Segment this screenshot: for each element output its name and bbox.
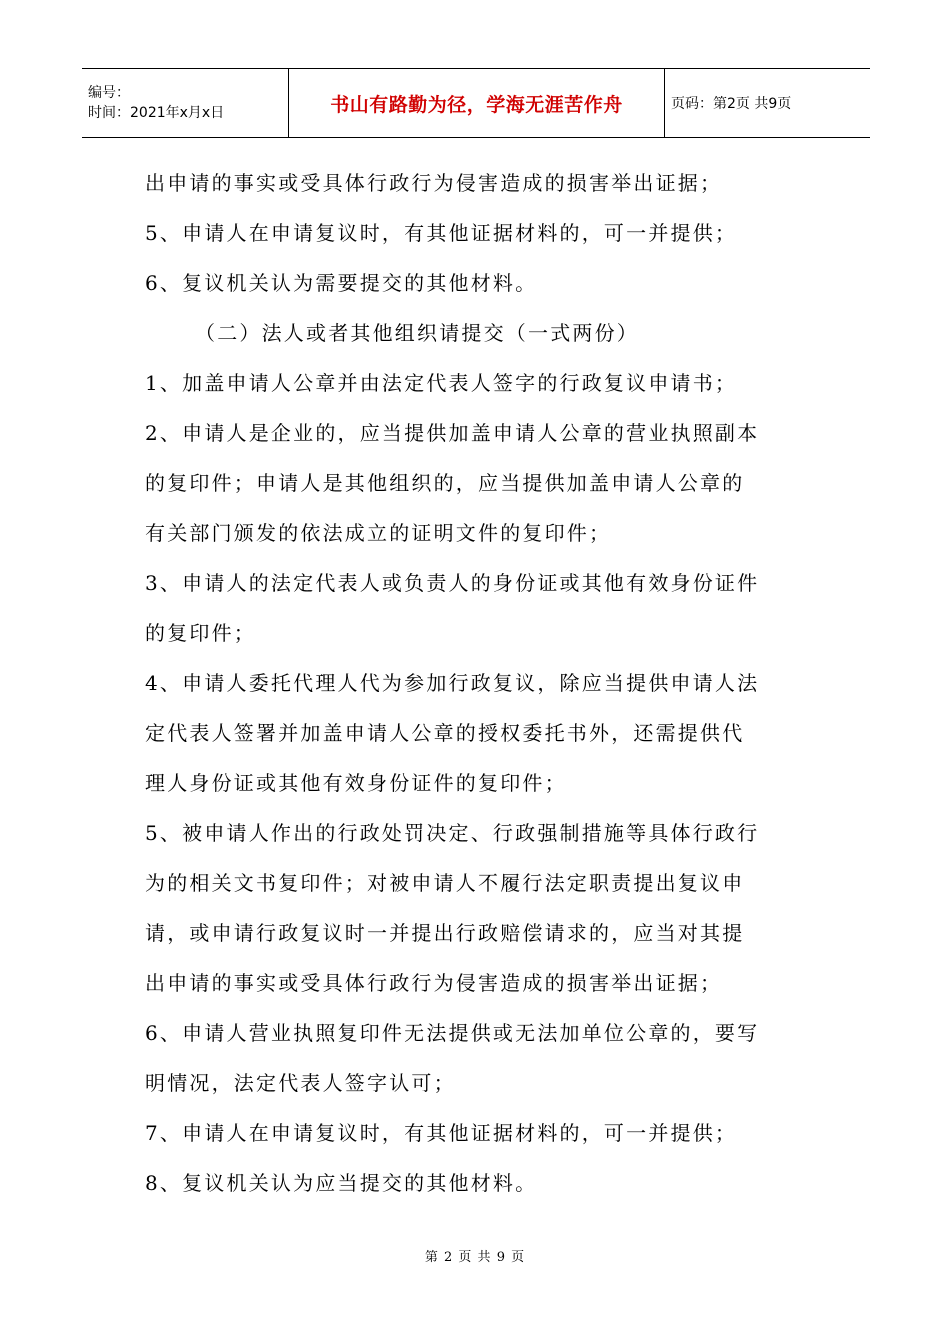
- paragraph-line: 2、申请人是企业的，应当提供加盖申请人公章的营业执照副本: [145, 421, 760, 445]
- paragraph-line: 5、申请人在申请复议时，有其他证据材料的，可一并提供；: [145, 221, 738, 245]
- document-number-label: 编号：: [88, 85, 130, 101]
- paragraph-line: 5、被申请人作出的行政处罚决定、行政强制措施等具体行政行: [145, 821, 760, 845]
- paragraph-line: 理人身份证或其他有效身份证件的复印件；: [145, 771, 567, 795]
- paragraph-line: 请，或申请行政复议时一并提出行政赔偿请求的，应当对其提: [145, 921, 745, 945]
- paragraph-line: 有关部门颁发的依法成立的证明文件的复印件；: [145, 521, 612, 545]
- paragraph-line: 7、申请人在申请复议时，有其他证据材料的，可一并提供；: [145, 1121, 738, 1145]
- header-page-info: 页码：第2页 共9页: [671, 96, 792, 112]
- paragraph-line: 定代表人签署并加盖申请人公章的授权委托书外，还需提供代: [145, 721, 745, 745]
- paragraph-line: 出申请的事实或受具体行政行为侵害造成的损害举出证据；: [145, 971, 723, 995]
- paragraph-line: 1、加盖申请人公章并由法定代表人签字的行政复议申请书；: [145, 371, 738, 395]
- paragraph-line: 6、申请人营业执照复印件无法提供或无法加单位公章的，要写: [145, 1021, 760, 1045]
- paragraph-line: 的复印件；申请人是其他组织的，应当提供加盖申请人公章的: [145, 471, 745, 495]
- document-time-label: 时间：2021年x月x日: [88, 105, 225, 121]
- document-body: [145, 158, 810, 1208]
- section-heading: （二）法人或者其他组织请提交（一式两份）: [195, 321, 639, 345]
- paragraph-line: 3、申请人的法定代表人或负责人的身份证或其他有效身份证件: [145, 571, 760, 595]
- header-meta: [82, 69, 289, 137]
- paragraph-line: 明情况，法定代表人签字认可；: [145, 1071, 456, 1095]
- paragraph-line: 6、复议机关认为需要提交的其他材料。: [145, 271, 538, 295]
- page-header: [82, 68, 870, 138]
- paragraph-line: 8、复议机关认为应当提交的其他材料。: [145, 1171, 538, 1195]
- paragraph-line: 4、申请人委托代理人代为参加行政复议，除应当提供申请人法: [145, 671, 760, 695]
- paragraph-line: 出申请的事实或受具体行政行为侵害造成的损害举出证据；: [145, 171, 723, 195]
- paragraph-line: 的复印件；: [145, 621, 256, 645]
- header-motto: 书山有路勤为径，学海无涯苦作舟: [289, 69, 665, 137]
- paragraph-line: 为的相关文书复印件；对被申请人不履行法定职责提出复议申: [145, 871, 745, 895]
- page-footer: 第 2 页 共 9 页: [424, 1250, 526, 1265]
